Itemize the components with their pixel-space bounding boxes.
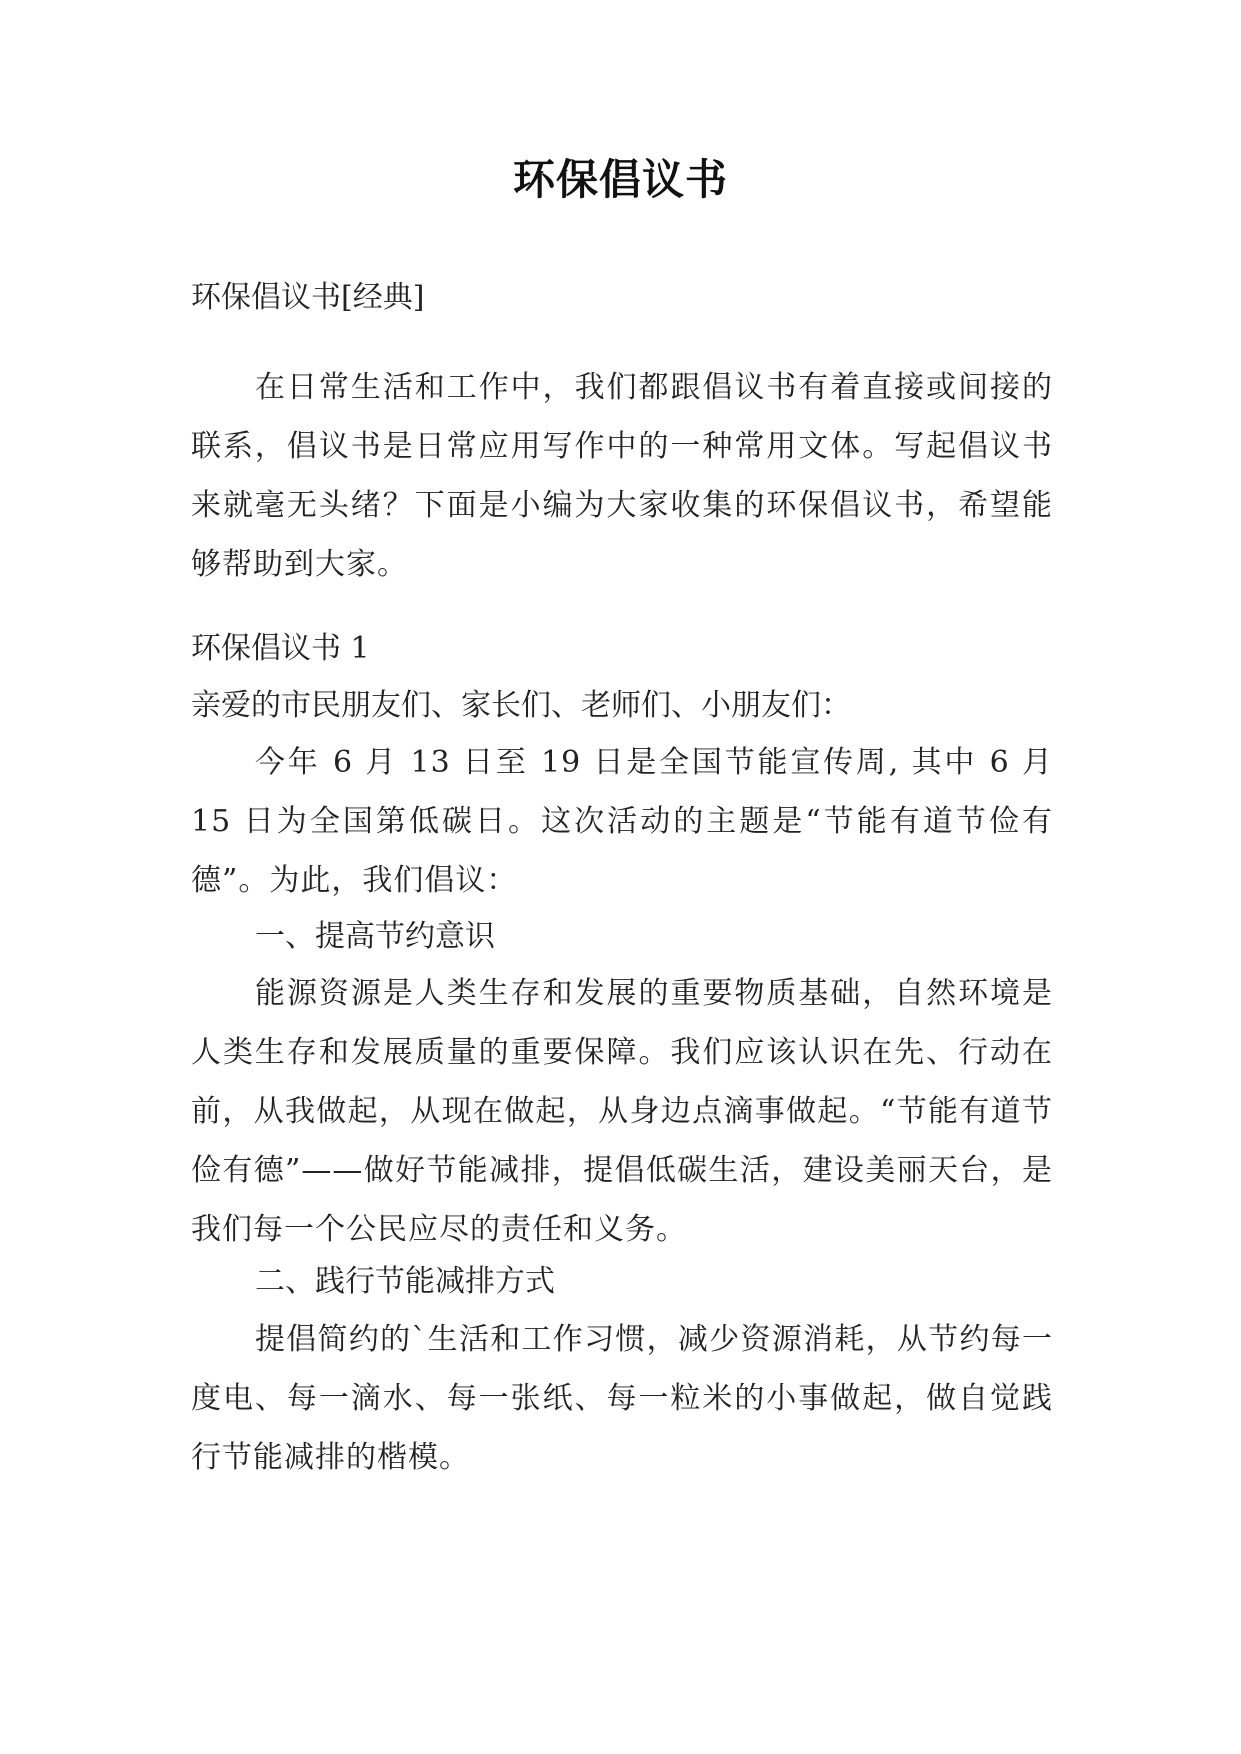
salutation: 亲爱的市民朋友们、家长们、老师们、小朋友们： [191,688,851,723]
document-subtitle: 环保倡议书[经典] [191,280,425,315]
document-title: 环保倡议书 [512,155,728,204]
point-2-body: 提倡简约的`生活和工作习惯，减少资源消耗，从节约每一度电、每一滴水、每一张纸、每一粒米的小事做起，做自觉践行节能减排的楷模。 [191,1322,1053,1475]
point-1-body: 能源资源是人类生存和发展的重要物质基础，自然环境是人类生存和发展质量的重要保障。我们应该认识在先、行动在前，从我做起，从现在做起，从身边点滴事做起。“节能有道节俭有德”——做好节能减排，提倡低碳生活，建设美丽天台，是我们每一个公民应尽的责任和义务。 [191,976,1053,1247]
paragraph-intro-activity: 今年 6 月 13 日至 19 日是全国节能宣传周, 其中 6 月 15 日为全国第低碳日。这次活动的主题是“节能有道节俭有德”。为此，我们倡议： [191,745,1053,898]
point-2-heading: 二、践行节能减排方式 [255,1264,555,1299]
point-1-heading: 一、提高节约意识 [255,919,495,954]
section-heading: 环保倡议书 1 [191,631,370,666]
intro-paragraph: 在日常生活和工作中，我们都跟倡议书有着直接或间接的联系，倡议书是日常应用写作中的一种常用文体。写起倡议书来就毫无头绪？下面是小编为大家收集的环保倡议书，希望能够帮助到大家。 [191,370,1053,582]
